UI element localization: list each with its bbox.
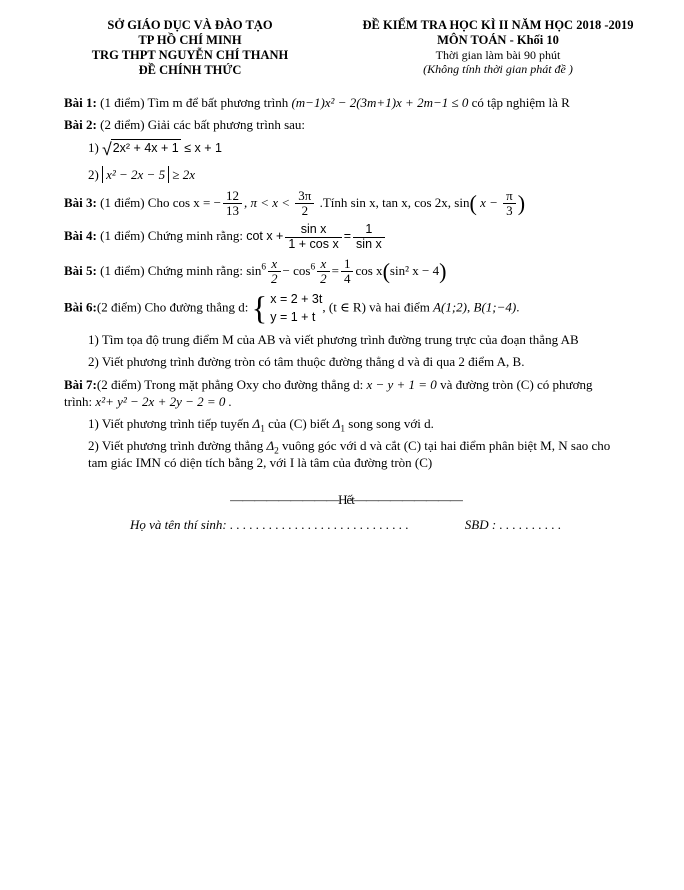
- fraction-numerator: sin x: [300, 222, 327, 237]
- dashes-left: —————————: [230, 492, 339, 508]
- problem-7-intro: (2 điểm) Trong mặt phẳng Oxy cho đường thẳng d:: [96, 376, 367, 392]
- delta-1-symbol: [332, 415, 346, 435]
- system-brace: {: [251, 290, 268, 327]
- problem-3: [64, 189, 628, 219]
- fraction-x-2: [317, 257, 330, 287]
- system-line-x: x = 2 + 3t: [270, 292, 323, 307]
- cos-equation: cos x = −: [172, 194, 221, 210]
- issuing-authority-block: [40, 18, 340, 78]
- problem-1-inequality: (m−1)x² − 2(3m+1)x + 2m−1 ≤ 0: [291, 95, 469, 110]
- problem-2-intro: (2 điểm) Giải các bất phương trình sau:: [96, 117, 306, 133]
- equals-sign: =: [331, 262, 339, 278]
- compute-list: .Tính sin x, tan x, cos 2x, sin: [316, 194, 470, 210]
- problem-6-label: Bài 6:: [64, 299, 97, 315]
- problem-3-intro: (1 điểm) Cho: [96, 194, 173, 210]
- separator: ,: [467, 299, 474, 315]
- problem-2-item-1: [64, 138, 628, 161]
- radical-sign: √: [102, 139, 112, 160]
- fraction-numerator: x: [320, 255, 327, 271]
- candidate-info-line: [64, 516, 628, 533]
- problem-7-mid: và đường tròn (C) có phương: [436, 376, 593, 392]
- problem-4: [64, 223, 628, 252]
- item-1-text-b: của (C) biết: [264, 415, 333, 431]
- problem-1-outro: có tập nghiệm là R: [468, 95, 570, 110]
- fraction-numerator: x: [271, 255, 278, 271]
- problem-7-line-2: [64, 393, 628, 410]
- item-number: 2): [88, 167, 103, 183]
- candidate-name-group: [130, 516, 409, 533]
- fraction-pi-3: [503, 189, 516, 219]
- problem-4-label: Bài 4:: [64, 228, 97, 244]
- problem-2-item-2: [64, 166, 628, 183]
- minus-cos-function: − cos: [282, 262, 311, 278]
- delta-glyph: Δ: [252, 415, 261, 431]
- delta-1-symbol: [252, 415, 265, 435]
- fraction-1-4: [341, 257, 354, 287]
- end-label: Hết: [338, 492, 354, 508]
- problem-7-line-1: [64, 376, 628, 393]
- inequality-rhs: ≤ x + 1: [180, 141, 222, 156]
- exam-note: (Không tính thời gian phát đề ): [423, 62, 573, 77]
- item-2-text-a: 2) Viết phương trình đường thẳng: [88, 438, 267, 454]
- problem-7-item-2: [64, 437, 628, 471]
- radicand: 2x² + 4x + 1: [112, 141, 179, 156]
- delta-glyph: Δ: [266, 438, 275, 454]
- problem-2: [64, 116, 628, 133]
- right-paren: ): [517, 189, 526, 215]
- item-2-text-b: vuông góc với d và cắt (C) tại hai điểm phân biệt M, N sao cho: [278, 438, 611, 454]
- fraction-denominator: 1 + cos x: [285, 237, 341, 252]
- problem-6-intro: (2 điểm) Cho đường thẳng d:: [96, 299, 252, 315]
- school-name: TRG THPT NGUYỄN CHÍ THANH: [91, 48, 289, 62]
- item-2-text-c: tam giác IMN có diện tích bằng 2, với I là tâm của đường tròn (C): [88, 455, 433, 471]
- left-paren: (: [382, 258, 390, 284]
- problem-7-item-1: [64, 415, 628, 435]
- exam-title-block: [340, 18, 656, 78]
- circle-equation: x²+ y² − 2x + 2y − 2 = 0 .: [95, 393, 232, 409]
- sbd-label: SBD :: [464, 516, 497, 532]
- sin-squared-term: sin² x − 4: [389, 262, 440, 278]
- fraction-denominator: 3: [503, 203, 516, 218]
- line-equation: x − y + 1 = 0: [366, 376, 437, 392]
- sin-argument: x −: [476, 194, 502, 210]
- fraction-x-2: [268, 257, 281, 287]
- sentence-end: .: [516, 299, 520, 315]
- fraction-denominator: sin x: [353, 237, 385, 252]
- delta-subscript: 1: [260, 424, 265, 435]
- sqrt-expression: [102, 139, 181, 160]
- fraction-12-13: [223, 189, 242, 219]
- sbd-group: [465, 516, 561, 533]
- parameter-domain: , (t ∈ R) và hai điểm: [322, 299, 434, 315]
- problem-3-label: Bài 3:: [64, 194, 97, 210]
- parametric-system: [270, 291, 322, 326]
- equals-sign: =: [343, 229, 352, 244]
- left-paren: (: [469, 189, 477, 215]
- cos-x-term: cos x: [355, 262, 383, 278]
- fraction-numerator: 3π: [298, 187, 312, 203]
- fraction-denominator: 4: [341, 271, 354, 286]
- problem-1: [64, 94, 628, 111]
- delta-subscript: 2: [274, 446, 279, 457]
- item-number: 1): [88, 140, 103, 156]
- authority-line-1: SỞ GIÁO DỤC VÀ ĐÀO TẠO: [107, 18, 273, 32]
- problem-7: [64, 376, 628, 410]
- system-line-y: y = 1 + t: [270, 309, 316, 324]
- right-paren: ): [439, 258, 447, 284]
- end-of-exam-line: [64, 491, 628, 508]
- candidate-name-label: Họ và tên thí sinh:: [130, 516, 227, 532]
- item-1-text-c: song song với d.: [345, 415, 434, 431]
- sbd-dots: . . . . . . . . . .: [496, 516, 562, 532]
- dashes-right: —————————: [353, 492, 462, 508]
- fraction-1-over-sinx: [353, 223, 385, 252]
- exponent-6: 6: [261, 262, 267, 273]
- fraction-numerator: π: [506, 187, 513, 203]
- problem-4-intro: (1 điểm) Chứng minh rằng:: [96, 228, 247, 244]
- exam-duration: Thời gian làm bài 90 phút: [435, 48, 561, 62]
- point-A: A(1;2): [433, 299, 468, 315]
- fraction-numerator: 1: [365, 222, 373, 237]
- exam-body: [0, 78, 684, 533]
- fraction-numerator: 1: [343, 255, 351, 271]
- cot-term: cot x +: [246, 229, 284, 244]
- authority-line-2: TP HỒ CHÍ MINH: [138, 33, 242, 47]
- problem-6: [64, 291, 628, 326]
- problem-6-item-1: 1) Tìm tọa độ trung điểm M của AB và viết phương trình đường trung trực của đoạn thẳng AB: [88, 332, 579, 348]
- fraction-denominator: 2: [317, 271, 330, 286]
- fraction-sinx-over-1pluscosx: [285, 223, 341, 252]
- point-B: B(1;−4): [473, 299, 517, 315]
- exam-title: ĐỀ KIỂM TRA HỌC KÌ II NĂM HỌC 2018 -2019: [362, 18, 634, 32]
- item-1-text-a: 1) Viết phương trình tiếp tuyến: [88, 415, 253, 431]
- problem-5-label: Bài 5:: [64, 262, 97, 278]
- problem-7-label: Bài 7:: [64, 376, 97, 392]
- official-exam-label: ĐỀ CHÍNH THỨC: [138, 63, 242, 77]
- absolute-value-expression: x² − 2x − 5: [102, 166, 169, 183]
- sin-function: sin: [246, 262, 262, 278]
- interval-condition: , π < x <: [243, 194, 294, 210]
- equation-prefix: trình:: [64, 393, 96, 409]
- delta-subscript: 1: [340, 424, 346, 435]
- exponent-6: 6: [310, 262, 316, 273]
- fraction-denominator: 13: [223, 203, 242, 218]
- problem-1-intro: (1 điểm) Tìm m để bất phương trình: [96, 95, 292, 110]
- fraction-3pi-2: [295, 189, 314, 219]
- delta-2-symbol: [266, 438, 279, 457]
- inequality-rhs: ≥ 2x: [169, 167, 195, 183]
- problem-5-intro: (1 điểm) Chứng minh rằng:: [96, 262, 247, 278]
- delta-glyph: Δ: [332, 415, 341, 431]
- problem-1-label: Bài 1:: [64, 95, 97, 110]
- candidate-name-dots: . . . . . . . . . . . . . . . . . . . . . . . . . . . .: [226, 516, 409, 532]
- header: [0, 0, 684, 78]
- exam-subject: MÔN TOÁN - Khối 10: [437, 33, 559, 47]
- fraction-numerator: 12: [225, 187, 239, 203]
- fraction-denominator: 2: [268, 271, 281, 286]
- problem-5: [64, 257, 628, 287]
- problem-2-label: Bài 2:: [64, 117, 97, 133]
- problem-6-item-2: 2) Viết phương trình đường tròn có tâm thuộc đường thẳng d và đi qua 2 điểm A, B.: [88, 354, 525, 370]
- fraction-denominator: 2: [295, 203, 314, 218]
